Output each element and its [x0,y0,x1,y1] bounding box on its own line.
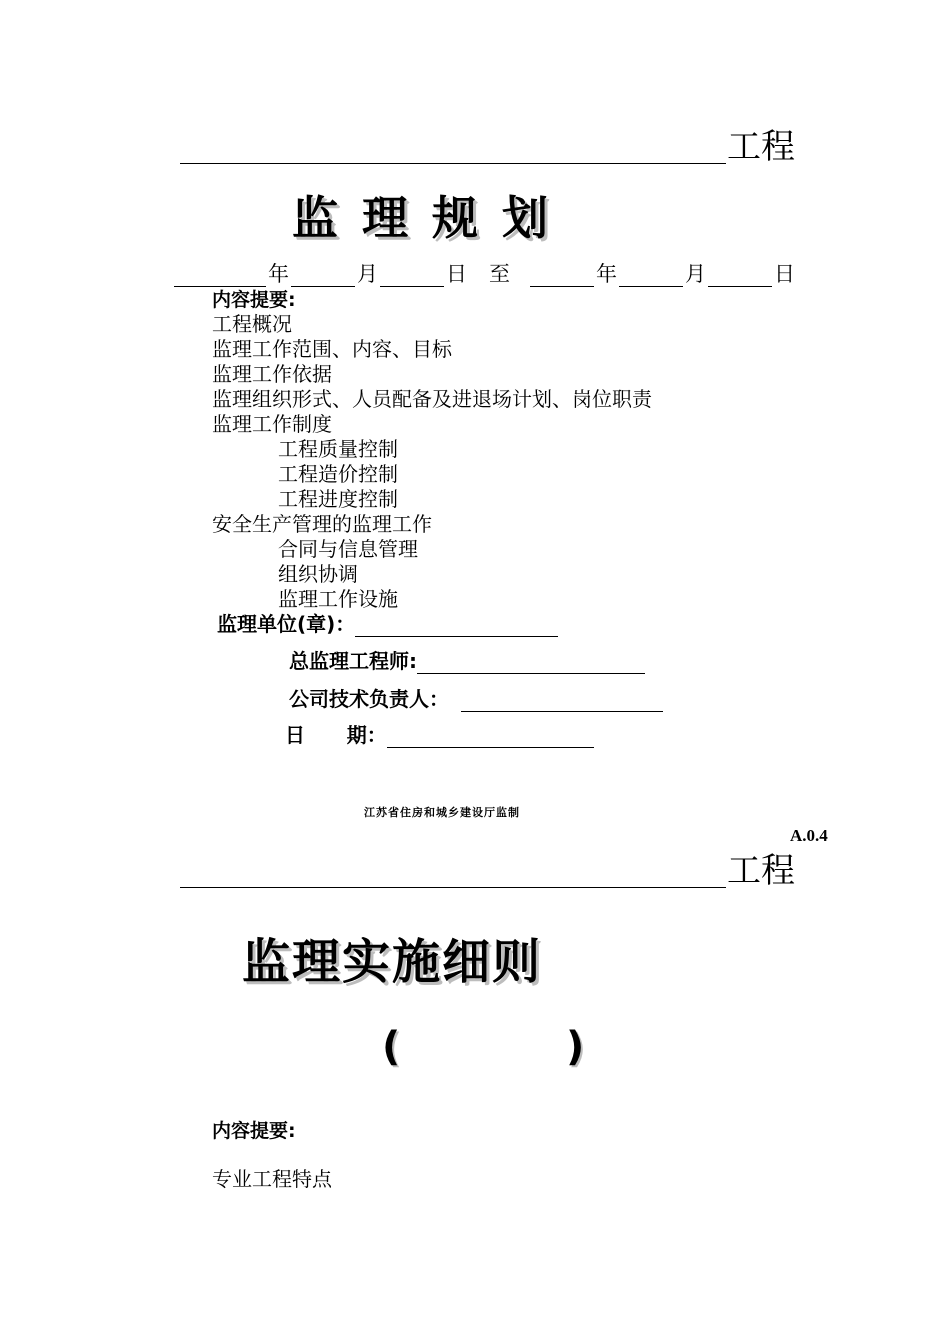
list-item: 监理工作依据 [212,362,332,386]
start-month-blank [291,266,355,287]
rules-paren-close: ) [566,1024,585,1070]
plan-contents-heading: 内容提要: [212,289,296,311]
end-year-blank [530,266,594,287]
plan-project-name-line [180,163,726,164]
sig-row-tech [289,686,663,712]
sig-chief-label: 总监理工程师: [289,649,417,673]
start-day-blank [380,266,444,287]
sig-tech-blank [461,691,663,712]
list-item: 专业工程特点 [212,1167,332,1191]
form-code: A.0.4 [790,826,828,845]
list-item: 监理工作范围、内容、目标 [212,337,452,361]
end-month-blank [619,266,683,287]
plan-title: 监 理 规 划 [292,191,553,245]
start-month-label: 月 [357,262,378,286]
rules-contents-heading: 内容提要: [212,1120,296,1142]
sig-date-label: 日 期： [285,723,387,747]
sig-row-date [285,722,594,748]
rules-project-name-line [180,887,726,888]
start-year-label: 年 [268,262,289,286]
rules-paren-open: ( [382,1024,401,1070]
list-item: 监理组织形式、人员配备及进退场计划、岗位职责 [212,387,652,411]
list-subitem: 工程质量控制 [278,437,398,461]
sig-unit-blank [355,616,558,637]
issuer-note: 江苏省住房和城乡建设厅监制 [364,806,520,819]
end-day-label: 日 [774,262,795,286]
sig-chief-blank [417,653,645,674]
sig-date-blank [387,727,594,748]
list-subitem: 监理工作设施 [278,587,398,611]
plan-project-suffix: 工程 [727,127,795,167]
date-to-label: 至 [489,262,510,286]
end-year-label: 年 [596,262,617,286]
list-item: 监理工作制度 [212,412,332,436]
plan-date-row [174,261,797,287]
rules-project-suffix: 工程 [727,851,795,891]
list-subitem: 组织协调 [278,562,358,586]
list-item: 安全生产管理的监理工作 [212,512,432,536]
rules-title: 监理实施细则 [242,934,543,990]
sig-row-unit [217,611,558,637]
list-subitem: 合同与信息管理 [278,537,418,561]
sig-row-chief [289,648,645,674]
list-subitem: 工程进度控制 [278,487,398,511]
end-month-label: 月 [685,262,706,286]
sig-tech-label: 公司技术负责人： [289,687,449,711]
list-item: 工程概况 [212,312,292,336]
list-subitem: 工程造价控制 [278,462,398,486]
start-day-label: 日 [446,262,467,286]
end-day-blank [708,266,772,287]
sig-unit-label: 监理单位(章)： [217,612,356,636]
start-year-blank [174,266,266,287]
plan-contents-list [212,312,652,612]
